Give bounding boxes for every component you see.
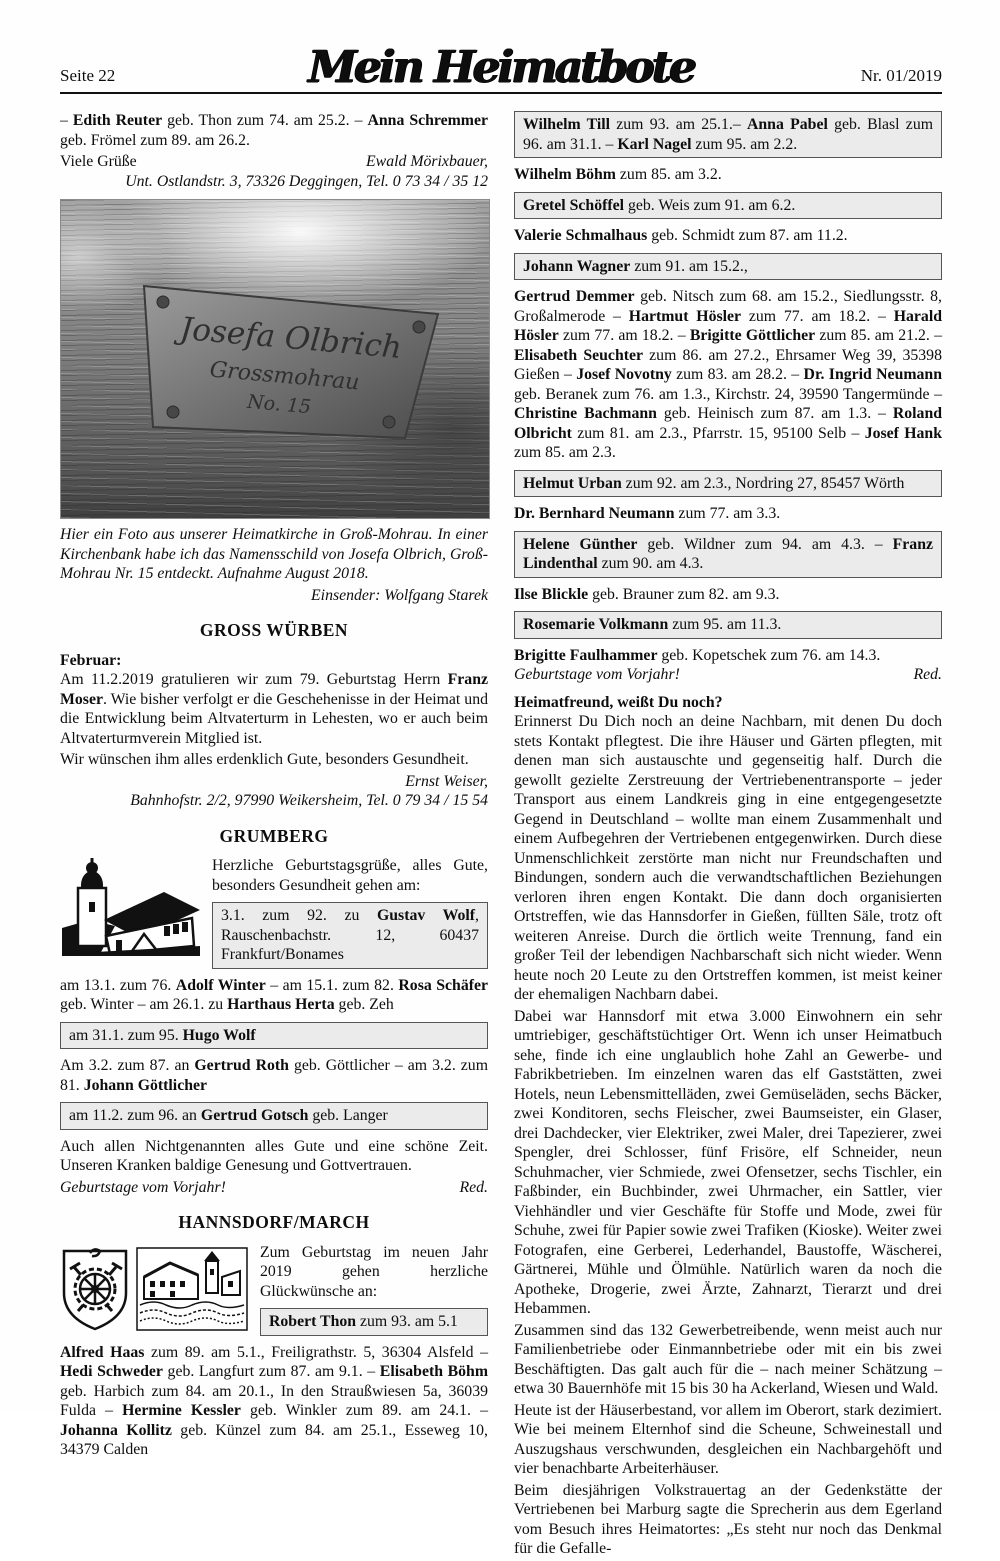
section-heading-grumberg: GRUMBERG xyxy=(219,825,329,846)
article-title: Heimatfreund, weißt Du noch? xyxy=(514,693,723,711)
hannsdorf-paragraph: Alfred Haas zum 89. am 5.1., Freiligrathstr. 5, 36304 Alsfeld – Hedi Schweder geb. Langfurt zum 87. am 9.1. – Elisabeth Böhm geb. Harbich zum 84. am 20.1., In den Straußwiesen 5a, 36039 Fulda – Hermine Kessler geb. Winkler zum 89. am 24.1. – Johanna Kollitz geb. Künzel zum 84. am 25.1., Esseweg 10, 34379 Calden xyxy=(60,1343,489,1458)
village-view-illustration xyxy=(136,1247,248,1331)
article-paragraph: Heute ist der Häuserbestand, vor allem im Oberort, stark dezimiert. Wie bei meinem Elternhof sind die Scheune, Schweinestall und Auszugshaus verschwunden, desgleichen ein Nachbargehöft und vier benachbarte Arbeiterhäuser. xyxy=(514,1401,942,1477)
plate-number-text: No. 15 xyxy=(246,390,312,419)
grumberg-paragraph-1: am 13.1. zum 76. Adolf Winter – am 15.1. zum 82. Rosa Schäfer geb. Winter – am 26.1. zu Harthaus Herta geb. Zeh xyxy=(60,976,488,1013)
page-number: Seite 22 xyxy=(60,66,116,85)
birthday-entry: Ilse Blickle geb. Brauner zum 82. am 9.3. xyxy=(514,585,780,603)
vorjahr-note: Geburtstage vom Vorjahr! xyxy=(514,666,680,683)
sender-name: Ewald Mörixbauer, xyxy=(366,153,488,170)
right-column xyxy=(514,111,942,1561)
birthday-entry-boxed: Robert Thon zum 93. am 5.1 xyxy=(260,1308,488,1336)
birthday-entry-boxed: Rosemarie Volkmann zum 95. am 11.3. xyxy=(514,611,942,639)
church-illustration-icon xyxy=(60,858,200,956)
birthday-entry: Wilhelm Böhm zum 85. am 3.2. xyxy=(514,166,722,183)
red-signature: Red. xyxy=(913,666,942,683)
birthday-entry-boxed: Johann Wagner zum 91. am 15.2., xyxy=(514,253,942,281)
birthday-entry-boxed: Wilhelm Till zum 93. am 25.1.– Anna Pabel geb. Blasl zum 96. am 31.1. – Karl Nagel zum 95. am 2.2. xyxy=(514,111,942,158)
vorjahr-line xyxy=(60,1178,488,1198)
month-label: Februar: xyxy=(60,651,122,669)
birthday-entry: Dr. Bernhard Neumann zum 77. am 3.3. xyxy=(514,505,781,522)
birthday-entry: Valerie Schmalhaus geb. Schmidt zum 87. am 11.2. xyxy=(514,227,848,244)
section-heading-gross-wurben: GROSS WÜRBEN xyxy=(199,620,349,640)
birthday-entry-boxed: 3.1. zum 92. zu Gustav Wolf, Rauschenbachstr. 12, 60437 Frankfurt/Bonames xyxy=(212,902,488,969)
gross-wurben-paragraph: Am 11.2.2019 gratulieren wir zum 79. Geburtstag Herrn Franz Moser. Wie bisher verfolgt er die Geschehenisse in der Heimat und die Entwicklung beim Altvaterturm in Lehesten, wo er auch beim Altvaterturmverein Mitglied ist. xyxy=(60,671,488,747)
sender-address: Unt. Ostlandstr. 3, 73326 Deggingen, Tel. 0 73 34 / 35 12 xyxy=(125,172,488,190)
hannsdorf-intro: Zum Geburtstag im neuen Jahr 2019 gehen herzliche Glückwünsche an: xyxy=(260,1243,488,1300)
left-column xyxy=(60,111,488,1561)
grumberg-closing: Auch allen Nichtgenannten alles Gute und eine schöne Zeit. Unseren Kranken baldige Genesung und Gottvertrauen. xyxy=(60,1137,488,1174)
birthday-entry: Brigitte Faulhammer geb. Kopetschek zum 76. am 14.3. xyxy=(514,646,881,664)
birthday-entry-boxed: Helene Günther geb. Wildner zum 94. am 4.3. – Franz Lindenthal zum 90. am 4.3. xyxy=(514,531,942,578)
birthday-entry-boxed: Helmut Urban zum 92. am 2.3., Nordring 27, 85457 Wörth xyxy=(514,470,942,498)
gross-wurben-wish: Wir wünschen ihm alles erdenklich Gute, besonders Gesundheit. xyxy=(60,751,469,768)
article-paragraph: Beim diesjährigen Volkstrauertag an der Gedenkstätte der Vertriebenen bei Marburg sagte die Sprecherin aus dem Egerland vom Besuch ihres Heimatortes: „Es steht nur noch das Denkmal für die Gefalle- xyxy=(514,1481,942,1557)
grumberg-paragraph-2: Am 3.2. zum 87. an Gertrud Roth geb. Göttlicher – am 3.2. zum 81. Johann Göttlicher xyxy=(60,1057,488,1094)
plate-place-text: Grossmohrau xyxy=(208,357,361,396)
nameplate-plate-graphic xyxy=(61,200,489,518)
photo-caption-sender: Einsender: Wolfgang Starek xyxy=(311,586,488,604)
birthday-entry-boxed: am 11.2. zum 96. an Gertrud Gotsch geb. Langer xyxy=(60,1102,488,1130)
article-paragraph: Erinnerst Du Dich noch an deine Nachbarn, mit denen Du doch stets Kontakt pflegtest. Die ihre Häuser und Gärten pflegten, mit denen man sich austauschte und gegenseitig half. Durch die gewollt gezielte Zerstreuung der Vertriebenentransporte – jeder Transport aus einem Landkreis ging in eine entgegengesetzte Gegend in Deutschland – wollte man einem Zusammenhalt und einem Aufbegehren der Vertriebenen entgegenwirken. Durch diese Unmenschlichkeit zerstörte man nicht nur Freundschaften und Bindungen, sondern auch die verwandtschaftlichen Beziehungen verloren ihren engen Kontakt. Die dann doch organisierten Ortstreffen, wie das Hannsdorfer in Gießen, füllten Säle, trotz oft weiteren Anreise. Durch die örtlich weite Trennung, fand ein großer Teil der lebendigen Nachbarschaft sich nicht wieder. Wenn heute noch 20 Leute zu den Ortstreffen kommen, ist meist keiner der ehemaligen Nachbarn dabei. xyxy=(514,713,942,1003)
birthday-entry: Gertrud Demmer geb. Nitsch zum 68. am 15.2., Siedlungsstr. 8, Großalmerode – Hartmut Hösler zum 77. am 18.2. – Harald Hösler zum 77. am 18.2. – Brigitte Göttlicher zum 85. am 21.2. – Elisabeth Seuchter zum 86. am 27.2., Ehrsamer Weg 39, 35398 Gießen – Josef Novotny zum 83. am 28.2. – Dr. Ingrid Neumann geb. Beranek zum 76. am 1.3., Kirchstr. 24, 39590 Tangermünde – Christine Bachmann geb. Heinisch zum 87. am 1.3. – Roland Olbricht zum 81. am 2.3., Pfarrstr. 15, 95100 Selb – Josef Hank zum 85. am 2.3. xyxy=(514,288,943,461)
red-signature: Red. xyxy=(459,1178,488,1196)
article-paragraph: Zusammen sind das 132 Gewerbetreibende, wenn meist auch nur Familienbetriebe oder Einmannbetriebe oder mit ein bis zwei Beschäftigten. Das galt auch für die – nach meiner Schätzung – etwa 30 Bauernhöfe mit 15 bis 30 ha Ackerland, Wiesen und Wald. xyxy=(514,1321,942,1397)
intro-paragraph: – Edith Reuter geb. Thon zum 74. am 25.2. – Anna Schremmer geb. Frömel zum 89. am 26.2. xyxy=(60,112,488,149)
coat-of-arms-icon xyxy=(60,1245,130,1333)
page-header xyxy=(60,30,942,94)
signature-name: Ernst Weiser, xyxy=(405,772,488,790)
grumberg-intro: Herzliche Geburtstagsgrüße, alles Gute, besonders Gesundheit gehen am: xyxy=(212,857,488,894)
signature-address: Bahnhofstr. 2/2, 97990 Weikersheim, Tel. 0 79 34 / 15 54 xyxy=(130,792,488,809)
vorjahr-note: Geburtstage vom Vorjahr! xyxy=(60,1178,226,1196)
plate-name-text: Josefa Olbrich xyxy=(178,310,404,366)
nameplate-photo xyxy=(60,199,490,519)
greeting-line xyxy=(60,152,488,172)
birthday-entry-boxed: Gretel Schöffel geb. Weis zum 91. am 6.2. xyxy=(514,192,942,220)
photo-caption: Hier ein Foto aus unserer Heimatkirche in Groß-Mohrau. In einer Kirchenbank habe ich das Namensschild von Josefa Olbrich, Groß-Mohrau Nr. 15 entdeckt. Aufnahme August 2018. xyxy=(60,526,488,582)
birthday-entry-boxed: am 31.1. zum 95. Hugo Wolf xyxy=(60,1022,488,1050)
masthead-logo: Mein Heimatbote xyxy=(308,42,694,93)
vorjahr-line xyxy=(514,665,942,685)
greeting-text: Viele Grüße xyxy=(60,153,137,170)
issue-number: Nr. 01/2019 xyxy=(860,66,942,85)
section-heading-hannsdorf: HANNSDORF/MARCH xyxy=(178,1212,370,1232)
article-paragraph: Dabei war Hannsdorf mit etwa 3.000 Einwohnern ein sehr umtriebiger, geschäftstüchtiger Ort. Wenn ich unser Heimatbuch sehe, finde ich eine unglaublich hohe Zahl an Gewerbe- und Fabrikbetrieben. Im einzelnen waren das elf Gaststätten, zwei Hotels, neun Lebensmittelläden, zwei Gemüseläden, sechs Bäcker, zwei Konditoren, sechs Fleischer, zwei Baumseister, ein Glaser, drei Dachdecker, vier Elektriker, zwei Maler, drei Tapezierer, zwei Spengler, drei Schlosser, fünf Frisöre, elf Schneider, neun Schuhmacher, vier Schmiede, zwei Ofensetzer, sechs Tischler, ein Faßbinder, ein Buchbinder, zwei Uhrmacher, ein Sattler, vier Viehhändler und vier Geschäfte für Stoffe und Mode, zwei für Schuhe, zwei für Papier sowie zwei Trafiken (Kioske). Weiter zwei Fotografen, eine Gerberei, Lederhandel, Baustoffe, Wäscherei, Gärtnerei, Mühle und Ölmühle. Natürlich waren da noch die Apotheke, Drogerie, zwei Ärzte, Zahnarzt, Tierarzt und drei Hebammen. xyxy=(514,1007,942,1317)
